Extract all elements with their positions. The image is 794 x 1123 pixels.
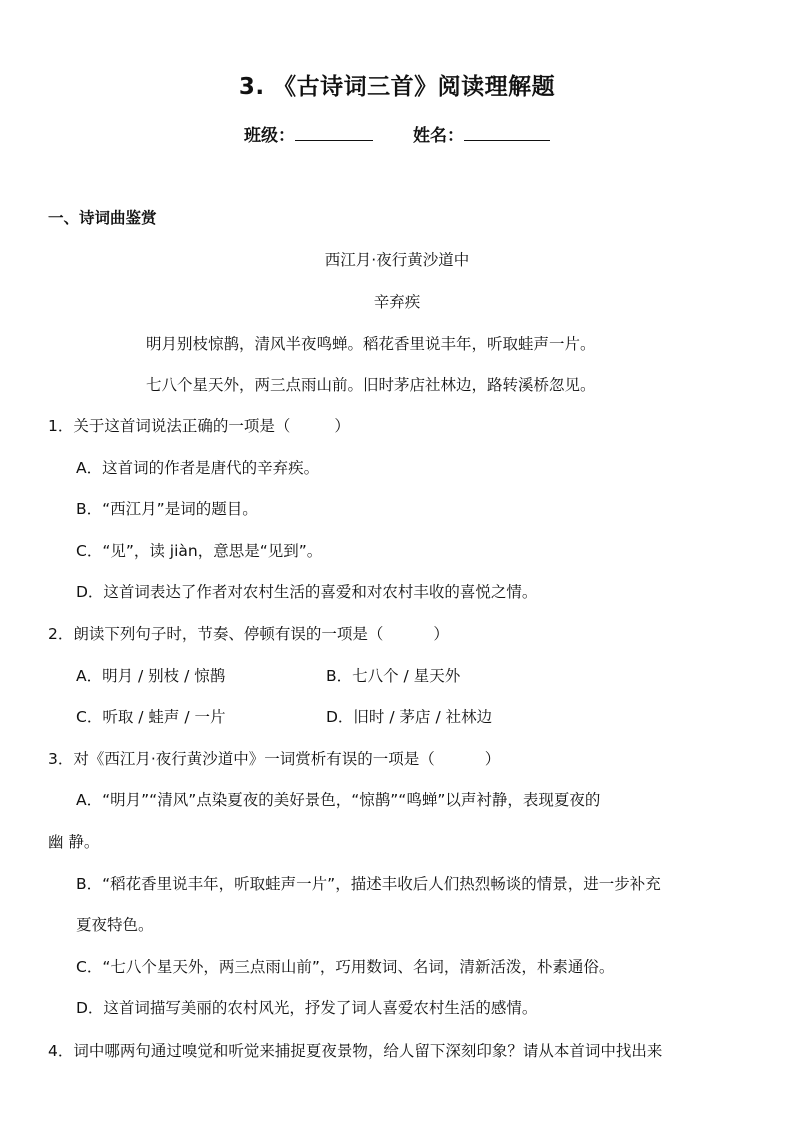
name-blank[interactable] [464, 124, 550, 141]
question-3-stem [48, 747, 500, 769]
poem-title: 西江月·夜行黄沙道中 [324, 251, 470, 269]
page-title: 3. 《古诗词三首》阅读理解题 [238, 74, 556, 100]
question-1-text: 1．关于这首词说法正确的一项是（ [48, 417, 291, 435]
q3-option-a-cont: 幽 静。 [48, 833, 100, 851]
q2-option-c: C．听取 / 蛙声 / 一片 [76, 708, 226, 726]
q3-option-a: A．“明月”“清风”点染夏夜的美好景色，“惊鹊”“鸣蝉”以声衬静，表现夏夜的 [76, 791, 601, 809]
class-label: 班级： [244, 126, 296, 146]
question-1-close: ） [334, 417, 350, 435]
q3-option-b: B．“稻花香里说丰年，听取蛙声一片”，描述丰收后人们热烈畅谈的情景，进一步补充 [76, 875, 661, 893]
question-4-stem: 4．词中哪两句通过嗅觉和听觉来捕捉夏夜景物，给人留下深刻印象？请从本首词中找出来 [48, 1042, 663, 1060]
q3-option-b-cont: 夏夜特色。 [76, 916, 154, 934]
poem-line-1: 明月别枝惊鹊，清风半夜鸣蝉。稻花香里说丰年，听取蛙声一片。 [146, 335, 596, 353]
q1-option-a: A．这首词的作者是唐代的辛弃疾。 [76, 459, 320, 477]
question-2-text: 2．朗读下列句子时，节奏、停顿有误的一项是（ [48, 625, 384, 643]
poem-line-2: 七八个星天外，两三点雨山前。旧时茅店社林边，路转溪桥忽见。 [146, 376, 596, 394]
q3-option-d: D．这首词描写美丽的农村风光，抒发了词人喜爱农村生活的感情。 [76, 999, 538, 1017]
q1-option-d: D．这首词表达了作者对农村生活的喜爱和对农村丰收的喜悦之情。 [76, 583, 538, 601]
student-info [0, 121, 794, 146]
q1-option-c: C．“见”，读 jiàn，意思是“见到”。 [76, 542, 323, 560]
class-blank[interactable] [295, 124, 373, 141]
name-label: 姓名： [412, 126, 464, 146]
q2-option-b: B．七八个 / 星天外 [326, 667, 461, 685]
section-title: 一、诗词曲鉴赏 [48, 209, 157, 227]
question-3-close: ） [484, 750, 501, 768]
question-3-text: 3．对《西江月·夜行黄沙道中》一词赏析有误的一项是（ [48, 750, 435, 768]
question-1-stem [48, 414, 350, 436]
q2-option-d: D．旧时 / 茅店 / 社林边 [326, 708, 493, 726]
q2-option-a: A．明月 / 别枝 / 惊鹊 [76, 667, 226, 685]
poem-author: 辛弃疾 [373, 293, 421, 311]
q1-option-b: B．“西江月”是词的题目。 [76, 500, 258, 518]
question-2-close: ） [433, 625, 449, 643]
question-2-stem [48, 622, 449, 644]
q3-option-c: C．“七八个星天外，两三点雨山前”，巧用数词、名词，清新活泼，朴素通俗。 [76, 958, 615, 976]
